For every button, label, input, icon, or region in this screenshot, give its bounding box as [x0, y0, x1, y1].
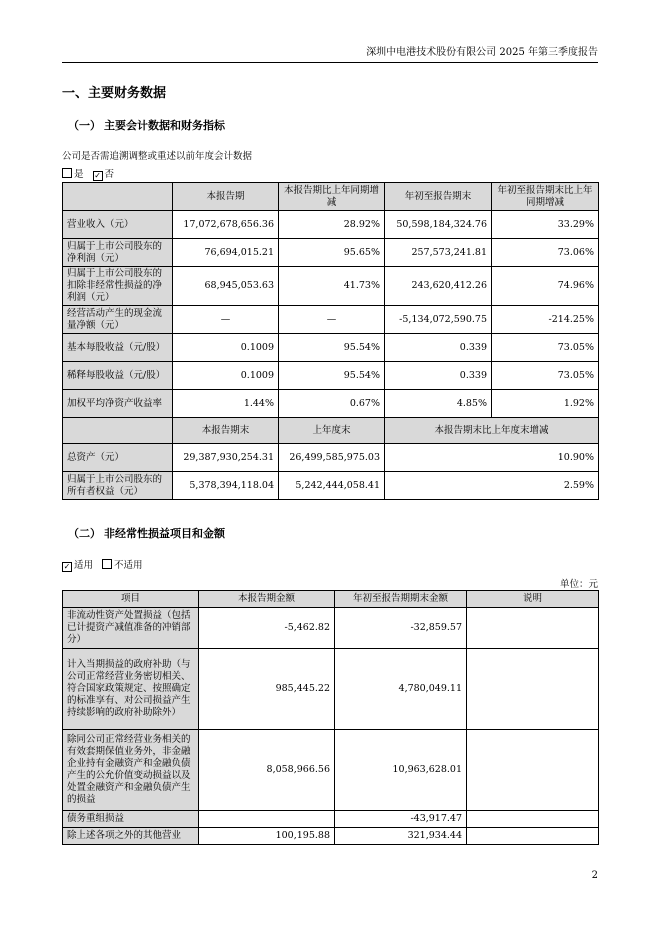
applicable-no-label: 不适用: [114, 560, 143, 571]
table-cell: 76,694,015.21: [173, 239, 279, 267]
table-row: [63, 239, 599, 267]
table-cell: 0.339: [385, 334, 492, 362]
retro-no-checkbox[interactable]: ✓: [94, 171, 101, 180]
table-cell: —: [279, 306, 385, 334]
row-label: 归属于上市公司股东的所有者权益（元）: [63, 472, 173, 500]
table-cell: 0.339: [385, 362, 492, 390]
column-header: 本报告期金额: [199, 591, 335, 608]
table-cell: 1.92%: [492, 390, 599, 418]
column-header: 本报告期末比上年度末增减: [385, 418, 599, 444]
table-cell: [467, 828, 599, 845]
table-header-row: [63, 591, 599, 608]
table-cell: 95.65%: [279, 239, 385, 267]
table-cell: 4.85%: [385, 390, 492, 418]
table-cell: 95.54%: [279, 362, 385, 390]
subsection-1-title: [68, 117, 225, 133]
table-cell: [467, 649, 599, 730]
retro-no-label: 否: [104, 169, 115, 180]
table-cell: 5,242,444,058.41: [279, 472, 385, 500]
table-cell: -214.25%: [492, 306, 599, 334]
table-cell: 28.92%: [279, 211, 385, 239]
table-cell: [467, 730, 599, 811]
retro-options: [62, 166, 114, 181]
table-cell: 73.05%: [492, 362, 599, 390]
table-row: [63, 267, 599, 306]
row-label: 营业收入（元）: [63, 211, 173, 239]
table-cell: 4,780,049.11: [335, 649, 467, 730]
table-cell: 10.90%: [385, 444, 599, 472]
table-cell: 1.44%: [173, 390, 279, 418]
table-cell: 26,499,585,975.03: [279, 444, 385, 472]
table-cell: 257,573,241.81: [385, 239, 492, 267]
column-header: 本报告期: [173, 183, 279, 211]
column-header: 本报告期末: [173, 418, 279, 444]
report-header: 深圳中电港技术股份有限公司 2025 年第三季度报告: [366, 47, 598, 58]
subsection-2-label: 非经常性损益项目和金额: [104, 527, 225, 540]
table-row: [63, 608, 599, 649]
row-label: 归属于上市公司股东的净利润（元）: [63, 239, 173, 267]
table-row: [63, 472, 599, 500]
non-recurring-table: [62, 590, 599, 845]
table-cell: [199, 811, 335, 828]
table-row: [63, 390, 599, 418]
applicable-no-checkbox[interactable]: [102, 559, 112, 569]
row-label: 归属于上市公司股东的扣除非经常性损益的净利润（元）: [63, 267, 173, 306]
table-header-row: [63, 183, 599, 211]
row-label: 加权平均净资产收益率: [63, 390, 173, 418]
row-label: 除同公司正常经营业务相关的有效套期保值业务外，非金融企业持有金融资产和金融负债产生的公允价值变动损益以及处置金融资产和金融负债产生的损益: [63, 730, 199, 811]
column-header: 年初至报告期末: [385, 183, 492, 211]
table-cell: 10,963,628.01: [335, 730, 467, 811]
row-label: 债务重组损益: [63, 811, 199, 828]
section-title: 一、主要财务数据: [62, 86, 167, 101]
table-cell: [467, 608, 599, 649]
applicable-yes-checkbox[interactable]: ✓: [63, 562, 71, 571]
table-row: [63, 211, 599, 239]
table-cell: -32,859.57: [335, 608, 467, 649]
column-header: 上年度末: [279, 418, 385, 444]
subsection-2-number: （二）: [68, 527, 101, 540]
table-cell: -5,462.82: [199, 608, 335, 649]
table-cell: 0.1009: [173, 334, 279, 362]
table-cell: 8,058,966.56: [199, 730, 335, 811]
column-header: 年初至报告期末比上年同期增减: [492, 183, 599, 211]
column-header: 年初至报告期期末金额: [335, 591, 467, 608]
table-cell: 95.54%: [279, 334, 385, 362]
row-label: 非流动性资产处置损益（包括已计提资产减值准备的冲销部分）: [63, 608, 199, 649]
table-cell: 2.59%: [385, 472, 599, 500]
column-header: [63, 183, 173, 211]
subsection-2-title: [68, 525, 225, 541]
table-cell: 0.1009: [173, 362, 279, 390]
table-row: [63, 334, 599, 362]
page-number: 2: [591, 870, 598, 881]
column-header: 说明: [467, 591, 599, 608]
retro-yes-checkbox[interactable]: [62, 168, 72, 178]
subsection-1-number: （一）: [68, 119, 101, 132]
table-row: [63, 811, 599, 828]
table-cell: -5,134,072,590.75: [385, 306, 492, 334]
table-header-row: [63, 418, 599, 444]
table-cell: 41.73%: [279, 267, 385, 306]
table-cell: —: [173, 306, 279, 334]
table-row: [63, 730, 599, 811]
column-header: 本报告期比上年同期增减: [279, 183, 385, 211]
table-cell: 68,945,053.63: [173, 267, 279, 306]
row-label: 总资产（元）: [63, 444, 173, 472]
retro-yes-label: 是: [74, 169, 84, 180]
table-row: [63, 649, 599, 730]
table-cell: 5,378,394,118.04: [173, 472, 279, 500]
table-cell: 29,387,930,254.31: [173, 444, 279, 472]
unit-label: 单位：元: [559, 579, 598, 590]
table-cell: 17,072,678,656.36: [173, 211, 279, 239]
applicable-options: [62, 557, 143, 572]
table-row: [63, 444, 599, 472]
table-row: [63, 828, 599, 845]
table-cell: 73.06%: [492, 239, 599, 267]
row-label: 经营活动产生的现金流量净额（元）: [63, 306, 173, 334]
table-cell: 74.96%: [492, 267, 599, 306]
column-header: 项目: [63, 591, 199, 608]
applicable-yes-label: 适用: [74, 560, 94, 571]
table-cell: 50,598,184,324.76: [385, 211, 492, 239]
row-label: 稀释每股收益（元/股）: [63, 362, 173, 390]
column-header: [63, 418, 173, 444]
row-label: 除上述各项之外的其他营业: [63, 828, 199, 845]
key-financial-table: [62, 182, 599, 500]
row-label: 基本每股收益（元/股）: [63, 334, 173, 362]
table-cell: 100,195.88: [199, 828, 335, 845]
table-row: [63, 306, 599, 334]
table-cell: 985,445.22: [199, 649, 335, 730]
table-cell: [467, 811, 599, 828]
table-row: [63, 362, 599, 390]
table-cell: -43,917.47: [335, 811, 467, 828]
table-cell: 73.05%: [492, 334, 599, 362]
table-cell: 33.29%: [492, 211, 599, 239]
table-cell: 243,620,412.26: [385, 267, 492, 306]
row-label: 计入当期损益的政府补助（与公司正常经营业务密切相关、符合国家政策规定、按照确定的标准享有、对公司损益产生持续影响的政府补助除外）: [63, 649, 199, 730]
table-cell: 0.67%: [279, 390, 385, 418]
header-rule: [62, 62, 598, 63]
subsection-1-label: 主要会计数据和财务指标: [104, 119, 225, 132]
table-cell: 321,934.44: [335, 828, 467, 845]
retro-question: 公司是否需追溯调整或重述以前年度会计数据: [62, 151, 253, 162]
